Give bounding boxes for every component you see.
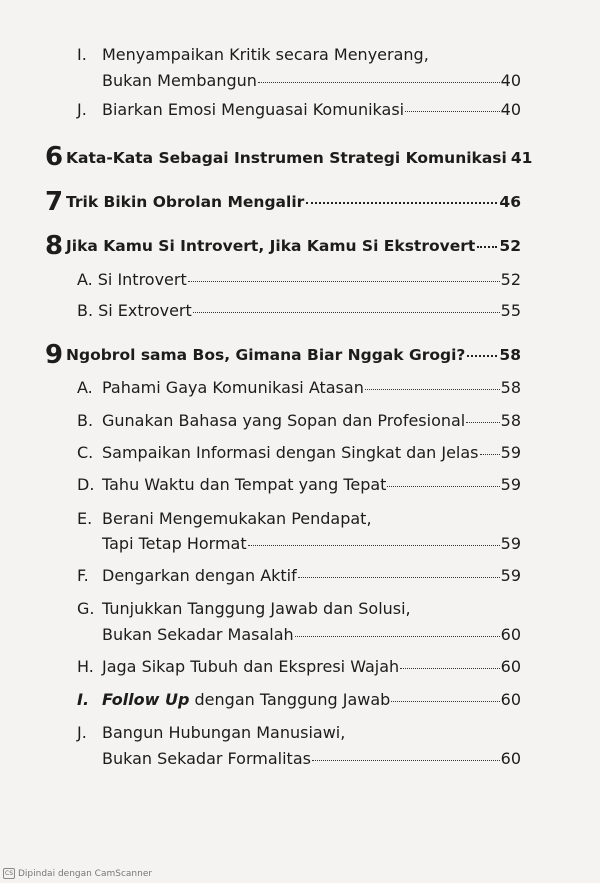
page-number: 60 [500,657,521,676]
dot-leader [258,82,500,83]
entry-title: Dengarkan dengan Aktif [102,566,297,585]
entry-title-line1: Tunjukkan Tanggung Jawab dan Solusi, [102,599,411,618]
toc-entry[interactable] [102,626,521,644]
entry-letter: I. [77,690,90,709]
page-number: 40 [500,100,521,119]
entry-title-line2: Bukan Sekadar Formalitas [102,749,311,768]
entry-title: Gunakan Bahasa yang Sopan dan Profesional [102,411,466,430]
entry-letter: A. [77,378,93,397]
entry-letter: D. [77,475,95,494]
entry-letter: J. [77,100,87,119]
watermark-text: Dipindai dengan CamScanner [18,868,153,879]
entry-title-line1: Menyampaikan Kritik secara Menyerang, [102,45,429,64]
dot-leader [248,545,500,546]
entry-letter: C. [77,443,94,462]
toc-entry[interactable] [102,476,521,494]
toc-entry[interactable] [102,567,521,585]
scanner-watermark [3,868,152,879]
dot-leader [387,486,499,487]
toc-entry[interactable] [102,379,521,397]
entry-title-rest: dengan Tanggung Jawab [189,690,391,709]
page-number: 52 [500,270,521,289]
toc-entry[interactable] [102,691,521,709]
entry-title: Si Extrovert [98,301,192,320]
page-number: 58 [500,378,521,397]
page-number: 58 [499,346,521,364]
chapter-number: 7 [45,187,64,217]
dot-leader [480,454,500,455]
entry-title: Tahu Waktu dan Tempat yang Tepat [102,475,387,494]
dot-leader [298,577,500,578]
chapter-title: Jika Kamu Si Introvert, Jika Kamu Si Ekstrovert [66,237,476,255]
page-number: 59 [500,534,521,553]
dot-leader [188,281,500,282]
dot-leader [467,355,497,357]
entry-title-line2: Tapi Tetap Hormat [102,534,247,553]
dot-leader [405,111,500,112]
toc-entry[interactable] [102,658,521,676]
page-number: 41 [510,149,533,167]
dot-leader [365,389,500,390]
page-number: 55 [500,301,521,320]
entry-title: Biarkan Emosi Menguasai Komunikasi [102,100,405,119]
page-number: 60 [500,625,521,644]
entry-title-line1: Berani Mengemukakan Pendapat, [102,509,372,528]
entry-title: Jaga Sikap Tubuh dan Ekspresi Wajah [102,657,400,676]
entry-title: Sampaikan Informasi dengan Singkat dan Jelas [102,443,479,462]
dot-leader [477,246,497,248]
chapter-entry[interactable] [66,346,521,364]
page-number: 52 [499,237,521,255]
chapter-entry[interactable] [66,237,521,255]
entry-title-italic: Follow Up [102,690,190,709]
entry-title: Si Introvert [97,270,187,289]
chapter-number: 9 [45,340,64,370]
page-number: 40 [500,71,521,90]
page-number: 59 [500,566,521,585]
toc-entry[interactable] [102,72,521,90]
page-number: 59 [500,443,521,462]
chapter-entry[interactable] [66,149,533,167]
entry-letter: J. [77,723,87,742]
camscanner-icon: CS [5,870,13,877]
chapter-entry[interactable] [66,193,521,211]
entry-title-line2: Bukan Sekadar Masalah [102,625,294,644]
page-number: 46 [499,193,521,211]
dot-leader [312,760,500,761]
entry-letter: G. [77,599,95,618]
page-number: 60 [500,690,521,709]
chapter-title: Trik Bikin Obrolan Mengalir [66,193,305,211]
entry-letter: A. [77,270,93,289]
page-number: 60 [500,749,521,768]
dot-leader [295,636,500,637]
entry-title-line1: Bangun Hubungan Manusiawi, [102,723,346,742]
chapter-number: 8 [45,231,64,261]
toc-entry[interactable] [77,271,521,289]
dot-leader [466,422,499,423]
dot-leader [306,202,497,204]
entry-title-line2: Bukan Membangun [102,71,257,90]
toc-entry[interactable] [102,412,521,430]
toc-entry[interactable] [102,535,521,553]
page-number: 59 [500,475,521,494]
dot-leader [400,668,499,669]
entry-letter: B. [77,301,94,320]
entry-letter: H. [77,657,94,676]
toc-entry[interactable] [77,302,521,320]
entry-letter: B. [77,411,94,430]
toc-entry[interactable] [102,444,521,462]
entry-letter: F. [77,566,89,585]
chapter-title: Ngobrol sama Bos, Gimana Biar Nggak Grogi? [66,346,466,364]
entry-letter: E. [77,509,93,528]
entry-title: Pahami Gaya Komunikasi Atasan [102,378,364,397]
chapter-title: Kata-Kata Sebagai Instrumen Strategi Komunikasi [66,149,507,167]
dot-leader [391,701,499,702]
entry-letter: I. [77,45,87,64]
page-number: 58 [500,411,521,430]
toc-entry[interactable] [102,750,521,768]
dot-leader [193,312,500,313]
chapter-number: 6 [45,142,64,172]
toc-entry[interactable] [102,101,521,119]
